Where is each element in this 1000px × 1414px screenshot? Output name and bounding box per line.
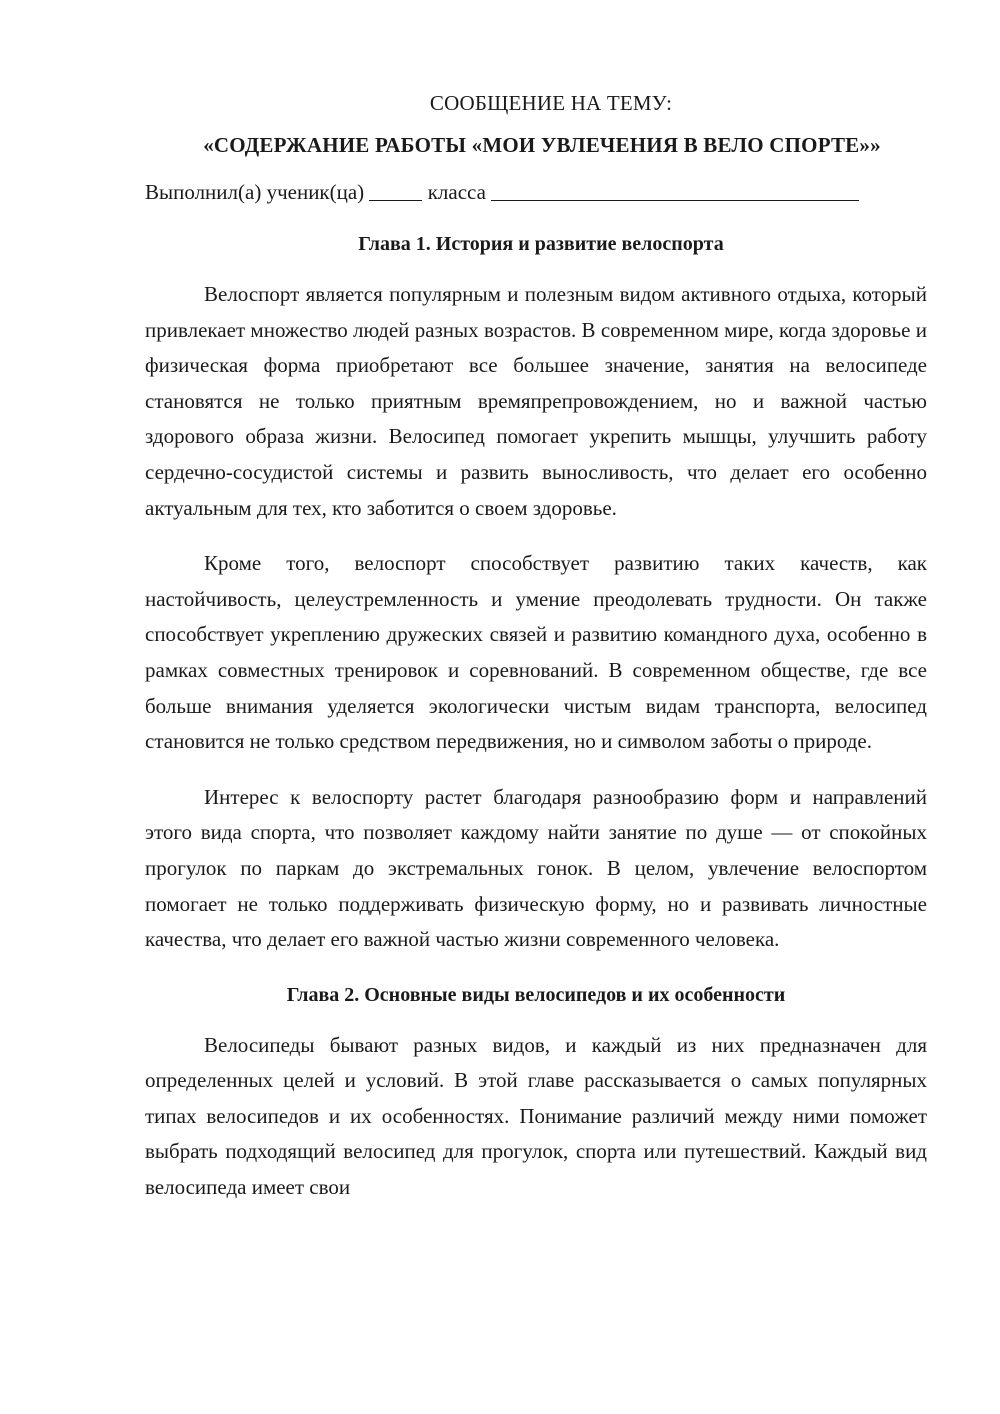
student-info-line [145,176,927,207]
document-page [145,88,927,1206]
chapter-1-title: Глава 1. История и развитие велоспорта [358,233,724,255]
chapter-1-paragraph-3: Интерес к велоспорту растет благодаря разнообразию форм и направлений этого вида спорта, что позволяет каждому найти занятие по душе — от спокойных прогулок по паркам до экстремальных гонок. В целом, увлечение велоспортом помогает не только поддерживать физическую форму, но и развивать личностные качества, что делает его важной частью жизни современного человека. [145,784,927,952]
name-blank [491,178,859,201]
document-heading: СООБЩЕНИЕ НА ТЕМУ: [429,91,673,115]
chapter-2-title: Глава 2. Основные виды велосипедов и их особенности [286,983,786,1006]
class-blank [369,178,422,201]
chapter-1-paragraph-1: Велоспорт является популярным и полезным видом активного отдыха, который привлекает множество людей разных возрастов. В современном мире, когда здоровье и физическая форма приобретают все большее значение, занятия на велосипеде становятся не только приятным времяпрепровождением, но и важной частью здорового образа жизни. Велосипед помогает укрепить мышцы, улучшить работу сердечно-сосудистой системы и развить выносливость, что делает его особенно актуальным для тех, кто заботится о своем здоровье. [145,282,927,520]
student-label: Выполнил(а) ученик(ца) [145,180,365,204]
document-topic: «СОДЕРЖАНИЕ РАБОТЫ «МОИ УВЛЕЧЕНИЯ В ВЕЛО СПОРТЕ»» [203,133,881,157]
chapter-2-paragraph-1: Велосипеды бывают разных видов, и каждый из них предназначен для определенных целей и условий. В этой главе рассказывается о самых популярных типах велосипедов и их особенностях. Понимание различий между ними поможет выбрать подходящий велосипед для прогулок, спорта или путешествий. Каждый вид велосипеда имеет свои [145,1032,927,1200]
chapter-1-paragraph-2: Кроме того, велоспорт способствует развитию таких качеств, как настойчивость, целеустремленность и умение преодолевать трудности. Он также способствует укреплению дружеских связей и развитию командного духа, особенно в рамках совместных тренировок и соревнований. В современном обществе, где все больше внимания уделяется экологически чистым видам транспорта, велосипед становится не только средством передвижения, но и символом заботы о природе. [145,551,927,754]
class-label: класса [427,180,486,204]
